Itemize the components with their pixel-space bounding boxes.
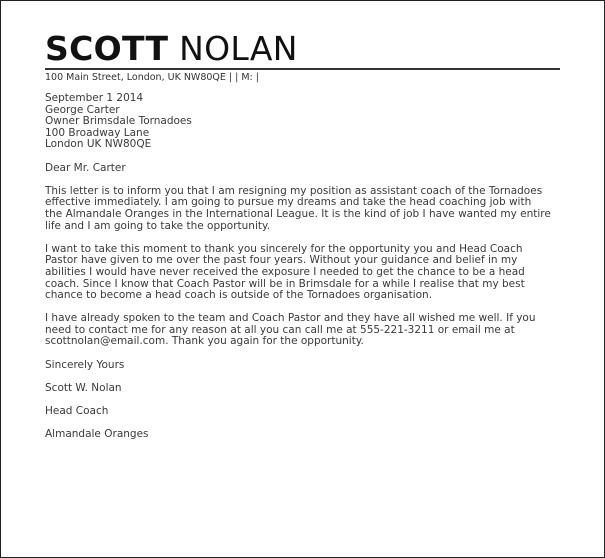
- recipient-line: London UK NW80QE: [45, 138, 152, 151]
- paragraph: [45, 244, 560, 302]
- paragraph-line: I have already spoken to the team and Coach Pastor and they have all wished me well. If you: [45, 312, 536, 325]
- paragraph-line: This letter is to inform you that I am resigning my position as assistant coach of the Tornadoes: [45, 184, 543, 197]
- paragraph-line: the Almandale Oranges in the International League. It is the kind of job I have wanted my entire: [45, 207, 551, 220]
- salutation: Dear Mr. Carter: [45, 161, 126, 174]
- paragraph-line: scottnolan@email.com. Thank you again for the opportunity.: [45, 335, 364, 348]
- paragraph-line: I want to take this moment to thank you sincerely for the opportunity you and Head Coach: [45, 242, 523, 255]
- paragraph: [45, 186, 560, 232]
- paragraph-line: coach. Since I know that Coach Pastor will be in Brimsdale for a while I realise that my best: [45, 277, 525, 290]
- paragraph-line: Pastor have given to me over the past four years. Without your guidance and belief in my: [45, 254, 518, 267]
- letter-body: [45, 93, 560, 441]
- first-name: SCOTT: [45, 29, 169, 68]
- signature-name: Scott W. Nolan: [45, 381, 122, 394]
- paragraph: [45, 313, 560, 348]
- paragraph-line: life and I am going to take the opportunity.: [45, 219, 271, 232]
- closing: Sincerely Yours: [45, 358, 125, 371]
- paragraph-line: need to contact me for any reason at all you can call me at 555-221-3211 or email me at: [45, 323, 515, 336]
- recipient-line: 100 Broadway Lane: [45, 126, 150, 139]
- letter-date: September 1 2014: [45, 92, 144, 104]
- last-name: NOLAN: [179, 29, 298, 68]
- signature-org: Almandale Oranges: [45, 428, 149, 441]
- header-divider: [45, 68, 560, 70]
- paragraph-line: effective immediately. I am going to pursue my dreams and take the head coaching job with: [45, 196, 532, 209]
- letterhead-name: [45, 30, 560, 68]
- paragraph-line: chance to become a head coach is outside of the Tornadoes organisation.: [45, 289, 433, 302]
- recipient-line: Owner Brimsdale Tornadoes: [45, 115, 192, 128]
- recipient-line: George Carter: [45, 103, 120, 116]
- signature-title: Head Coach: [45, 405, 109, 418]
- paragraph-line: abilities I would have never received the exposure I needed to get the chance to be a head: [45, 265, 525, 278]
- contact-line: 100 Main Street, London, UK NW80QE | | M: |: [45, 72, 259, 83]
